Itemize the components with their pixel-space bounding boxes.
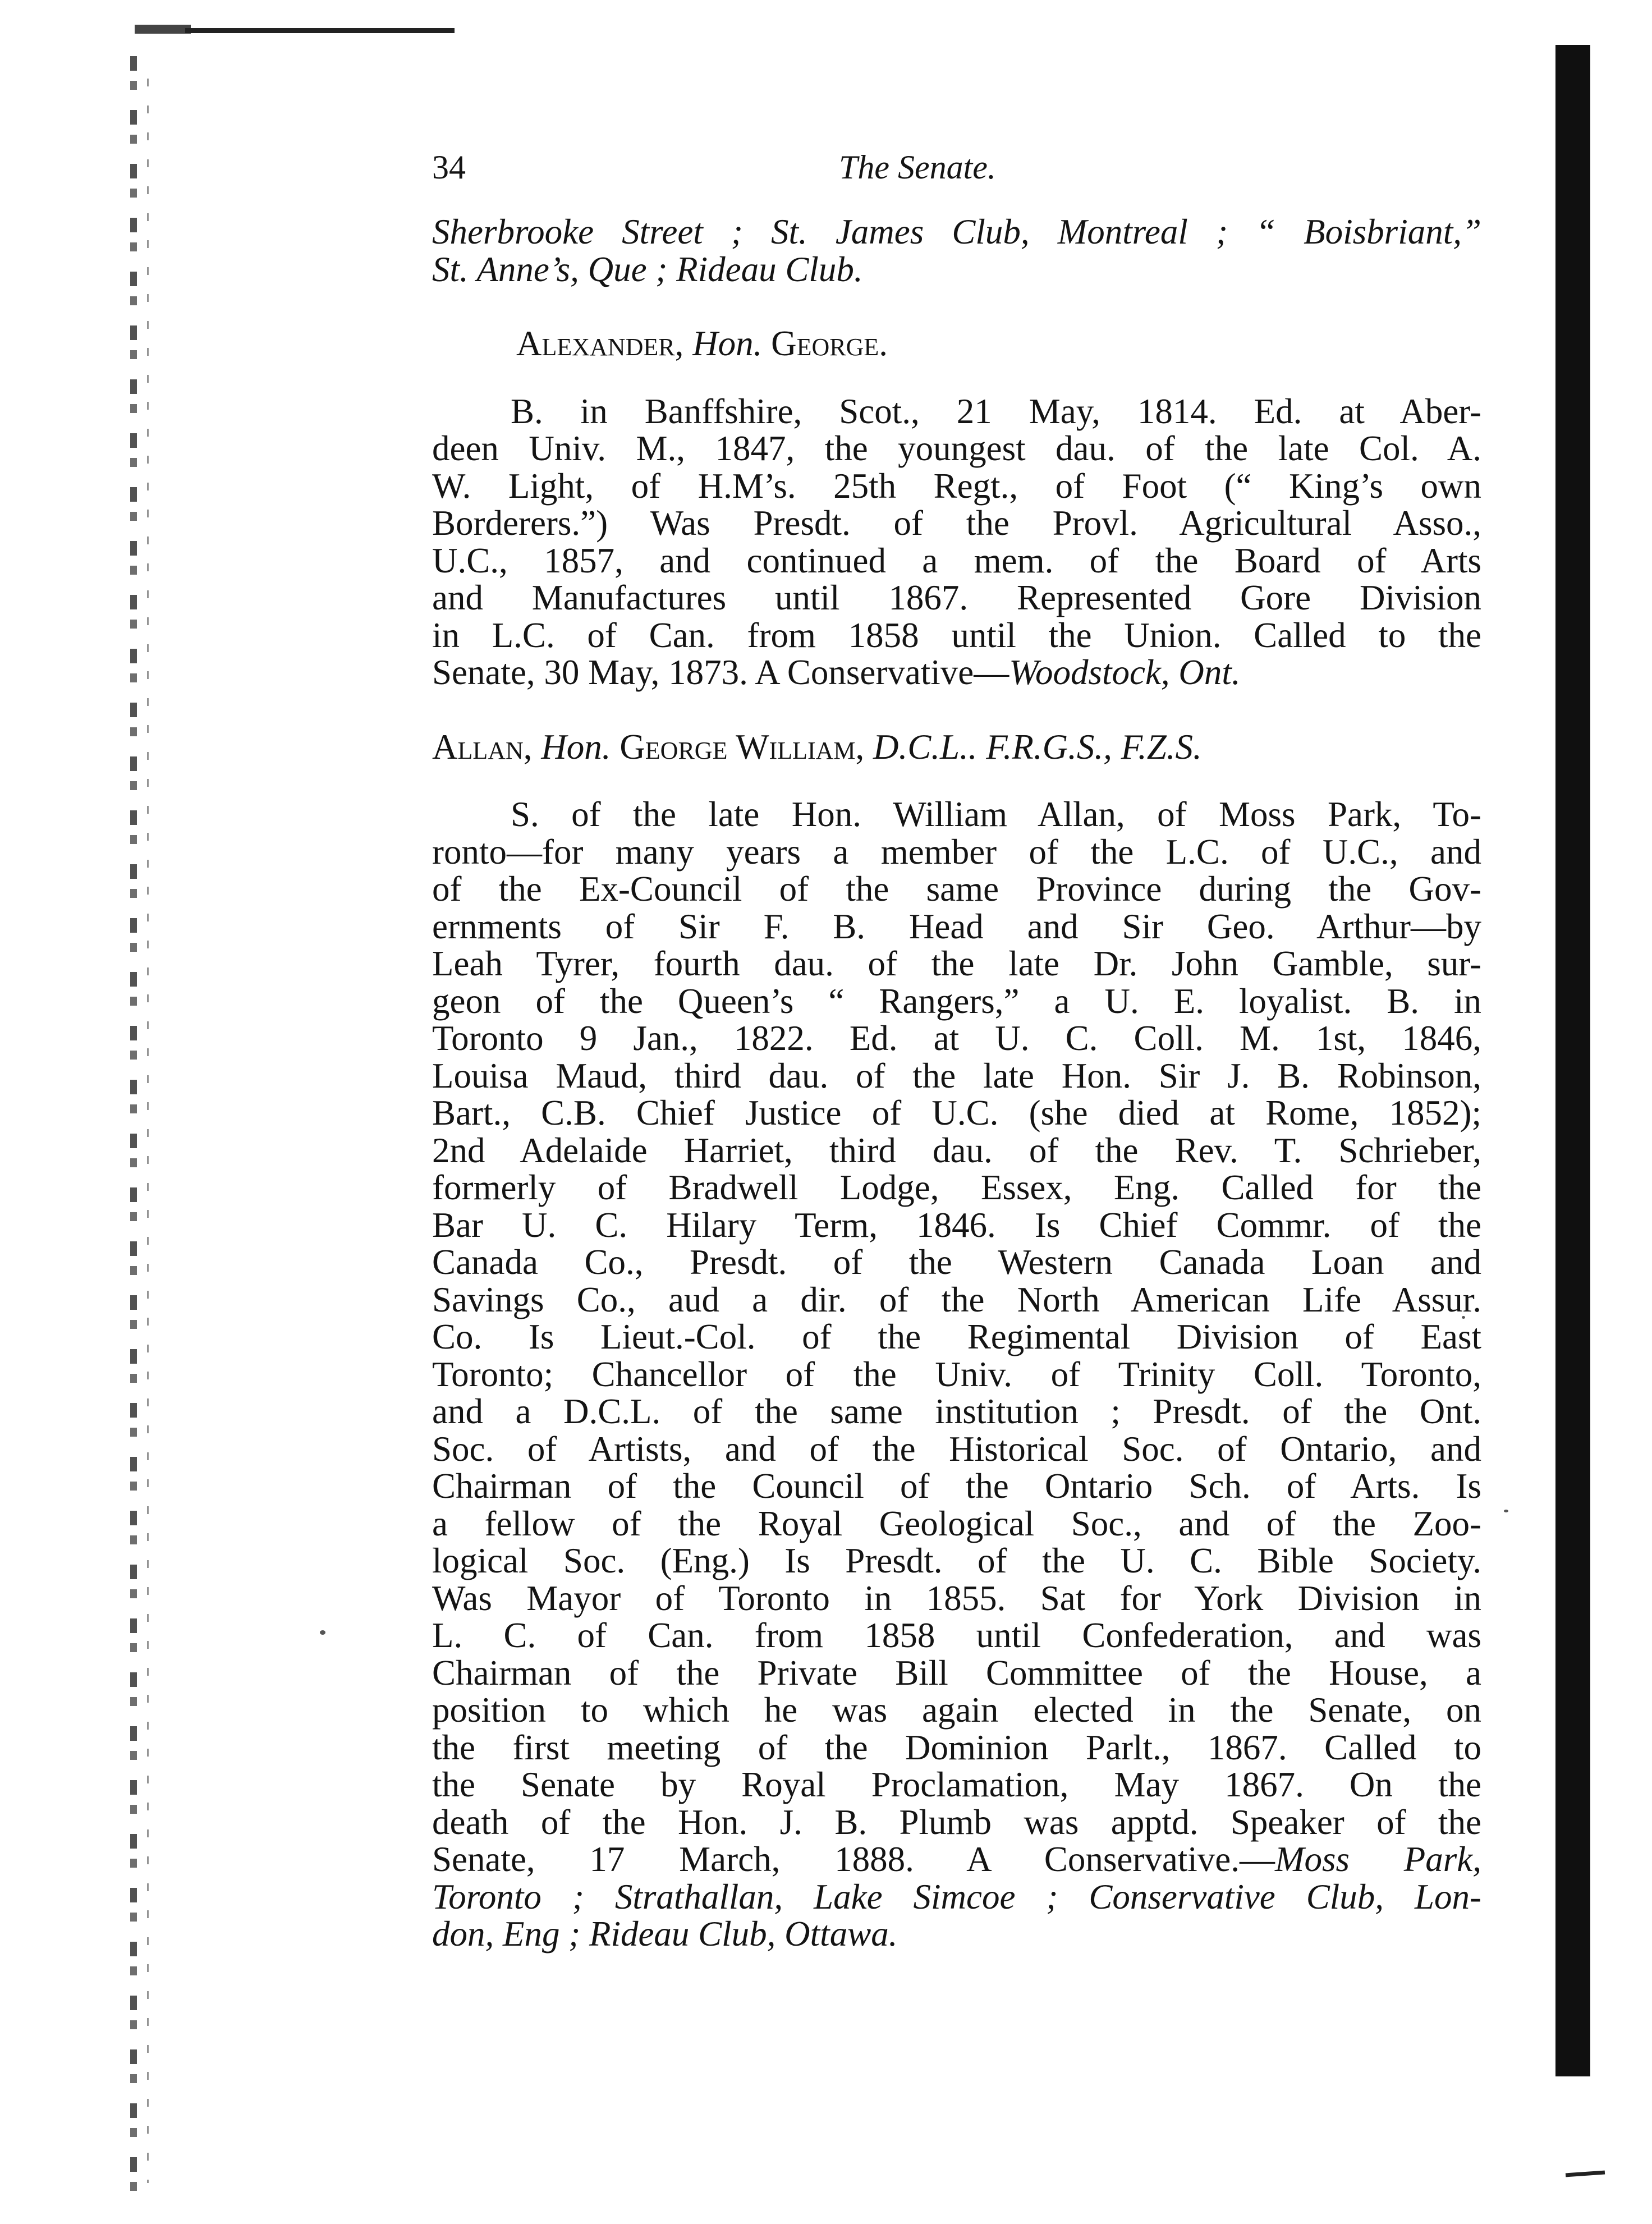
entry-text-line: ernments of Sir F. B. Head and Sir Geo. Arthur—by bbox=[432, 906, 1481, 946]
scan-top-rule bbox=[185, 28, 455, 33]
entry-allan bbox=[432, 728, 1481, 1953]
entry-text-line: the first meeting of the Dominion Parlt., 1867. Called to bbox=[432, 1727, 1481, 1767]
entry-text-line: Was Mayor of Toronto in 1855. Sat for York Division in bbox=[432, 1578, 1481, 1618]
entry-text-line: Bar U. C. Hilary Term, 1846. Is Chief Commr. of the bbox=[432, 1205, 1481, 1245]
scan-edge-mark bbox=[135, 25, 191, 34]
entry-residence: Woodstock, Ont. bbox=[1009, 653, 1241, 692]
page-number: 34 bbox=[432, 149, 466, 186]
entry-text-line: W. Light, of H.M’s. 25th Regt., of Foot (“ King’s own bbox=[432, 466, 1481, 506]
entry-text-line: geon of the Queen’s “ Rangers,” a U. E. loyalist. B. in bbox=[432, 981, 1481, 1021]
scan-speck bbox=[320, 1630, 325, 1635]
scan-left-binding-edge bbox=[130, 56, 137, 2200]
entry-text-line: Toronto 9 Jan., 1822. Ed. at U. C. Coll. M. 1st, 1846, bbox=[432, 1019, 1481, 1058]
entry-surname: Alexander, bbox=[516, 324, 684, 363]
entry-text-line: B. in Banffshire, Scot., 21 May, 1814. Ed. at Aber- bbox=[511, 391, 1481, 431]
entry-degrees: D.C.L.. F.R.G.S., F.Z.S. bbox=[873, 727, 1202, 767]
entry-text-line: Savings Co., aud a dir. of the North American Life Assur. bbox=[432, 1280, 1481, 1319]
entry-text-line: and a D.C.L. of the same institution ; Presdt. of the Ont. bbox=[432, 1392, 1481, 1431]
entry-text-line: ronto—for many years a member of the L.C. of U.C., and bbox=[432, 832, 1481, 872]
entry-text-line bbox=[432, 1841, 1481, 1878]
entry-given-name: George William, bbox=[620, 727, 865, 767]
spacer bbox=[432, 363, 1481, 393]
entry-text-line: Louisa Maud, third dau. of the late Hon. Sir J. B. Robinson, bbox=[432, 1056, 1481, 1095]
entry-text-line: and Manufactures until 1867. Represented Gore Division bbox=[432, 578, 1481, 617]
entry-text-line: Leah Tyrer, fourth dau. of the late Dr. John Gamble, sur- bbox=[432, 944, 1481, 983]
entry-text-line: deen Univ. M., 1847, the youngest dau. of the late Col. A. bbox=[432, 429, 1481, 468]
entry-residence-line: Toronto ; Strathallan, Lake Simcoe ; Conservative Club, Lon- bbox=[432, 1877, 1481, 1916]
entry-text-line: Chairman of the Council of the Ontario Sch. of Arts. Is bbox=[432, 1466, 1481, 1506]
entry-heading bbox=[432, 325, 1481, 363]
continuation-line: St. Anne’s, Que ; Rideau Club. bbox=[432, 249, 863, 289]
entry-text-line: Chairman of the Private Bill Committee of the House, a bbox=[432, 1653, 1481, 1693]
entry-text-line: of the Ex-Council of the same Province during the Gov- bbox=[432, 869, 1481, 909]
entry-text-line: L. C. of Can. from 1858 until Confederation, and was bbox=[432, 1616, 1481, 1655]
entry-honorific: Hon. bbox=[692, 324, 763, 363]
spacer bbox=[432, 288, 1481, 325]
scan-right-edge-mark bbox=[1566, 2171, 1605, 2177]
entry-text-line: Co. Is Lieut.-Col. of the Regimental Division of East bbox=[432, 1317, 1481, 1356]
entry-given-name: George. bbox=[771, 324, 888, 363]
page-body bbox=[432, 213, 1481, 1953]
scan-speck bbox=[1504, 1510, 1508, 1512]
entry-text-line: Canada Co., Presdt. of the Western Canada Loan and bbox=[432, 1242, 1481, 1282]
entry-text-line: Bart., C.B. Chief Justice of U.C. (she died at Rome, 1852); bbox=[432, 1093, 1481, 1132]
entry-text-line: Soc. of Artists, and of the Historical Soc. of Ontario, and bbox=[432, 1429, 1481, 1469]
running-title: The Senate. bbox=[839, 149, 996, 186]
entry-residence: Moss Park, bbox=[1275, 1840, 1481, 1879]
entry-closing-text: Senate, 17 March, 1888. A Conservative.— bbox=[432, 1840, 1275, 1879]
entry-text-line: S. of the late Hon. William Allan, of Moss Park, To- bbox=[511, 795, 1481, 834]
entry-text-line: a fellow of the Royal Geological Soc., and of the Zoo- bbox=[432, 1503, 1481, 1543]
entry-text-line: position to which he was again elected in the Senate, on bbox=[432, 1690, 1481, 1730]
entry-surname: Allan, bbox=[432, 727, 533, 767]
scan-left-binding-shadow bbox=[147, 79, 149, 2183]
entry-text-line: formerly of Bradwell Lodge, Essex, Eng. Called for the bbox=[432, 1168, 1481, 1207]
spacer bbox=[432, 691, 1481, 728]
scan-right-edge-bar bbox=[1555, 45, 1590, 2076]
entry-last-text: Senate, 30 May, 1873. A Conservative— bbox=[432, 653, 1009, 692]
entry-text-line: logical Soc. (Eng.) Is Presdt. of the U. C. Bible Society. bbox=[432, 1541, 1481, 1580]
entry-text-line: the Senate by Royal Proclamation, May 1867. On the bbox=[432, 1765, 1481, 1804]
entry-text-line: Toronto; Chancellor of the Univ. of Trinity Coll. Toronto, bbox=[432, 1354, 1481, 1394]
entry-text-line: U.C., 1857, and continued a mem. of the Board of Arts bbox=[432, 540, 1481, 580]
entry-honorific: Hon. bbox=[541, 727, 611, 767]
page-header bbox=[432, 145, 1487, 190]
entry-alexander bbox=[432, 325, 1481, 691]
entry-residence-line: don, Eng ; Rideau Club, Ottawa. bbox=[432, 1914, 898, 1954]
entry-text-line: Borderers.”) Was Presdt. of the Provl. Agricultural Asso., bbox=[432, 503, 1481, 543]
entry-text-line: in L.C. of Can. from 1858 until the Union. Called to the bbox=[432, 615, 1481, 655]
entry-heading bbox=[432, 728, 1481, 766]
entry-text-line bbox=[432, 654, 1481, 691]
entry-text-line: death of the Hon. J. B. Plumb was apptd. Speaker of the bbox=[432, 1802, 1481, 1842]
entry-text-line: 2nd Adelaide Harriet, third dau. of the Rev. T. Schrieber, bbox=[432, 1130, 1481, 1170]
continuation-line: Sherbrooke Street ; St. James Club, Montreal ; “ Boisbriant,” bbox=[432, 212, 1481, 251]
spacer bbox=[432, 765, 1481, 796]
